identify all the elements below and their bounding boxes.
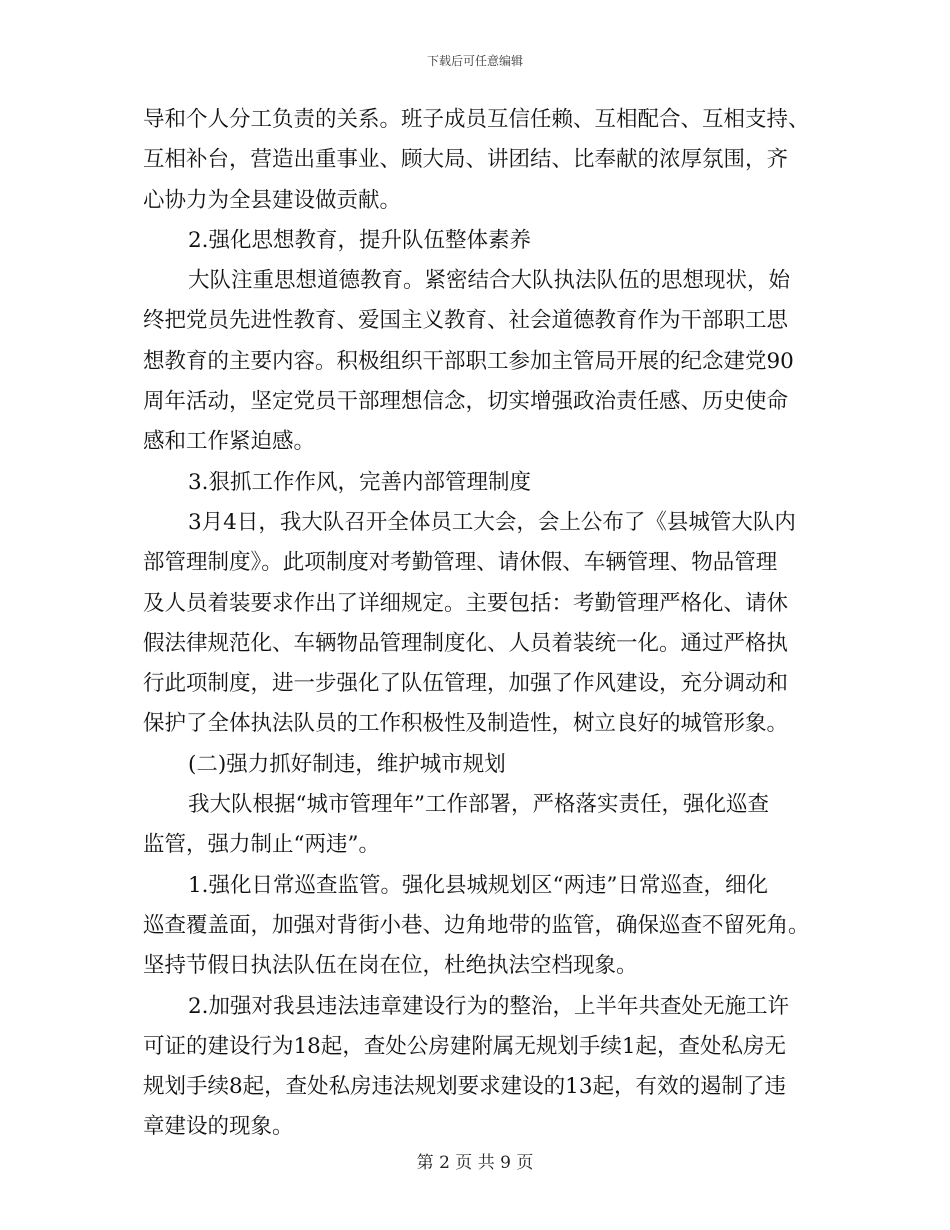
text-line: 2.加强对我县违法违章建设行为的整治，上半年共查处无施工许 <box>188 993 790 1019</box>
text-line: 保护了全体执法队员的工作积极性及制造性，树立良好的城管形象。 <box>143 711 789 737</box>
text-line: 行此项制度，进一步强化了队伍管理，加强了作风建设，充分调动和 <box>143 671 789 697</box>
text-line: 我大队根据“城市管理年”工作部署，严格落实责任，强化巡查 <box>188 792 769 818</box>
text-line: 大队注重思想道德教育。紧密结合大队执法队伍的思想现状，始 <box>188 268 791 294</box>
page-header: 下载后可任意编辑 <box>426 54 523 68</box>
text-line: 部管理制度》。此项制度对考勤管理、请休假、车辆管理、物品管理 <box>143 550 778 576</box>
text-line: 及人员着装要求作出了详细规定。主要包括：考勤管理严格化、请休 <box>143 590 789 616</box>
text-line: 监管，强力制止“两违”。 <box>143 832 380 858</box>
text-line: 章建设的现象。 <box>143 1114 294 1140</box>
document-body <box>143 100 811 1148</box>
text-line: 周年活动，坚定党员干部理想信念，切实增强政治责任感、历史使命 <box>143 389 789 415</box>
text-line: 假法律规范化、车辆物品管理制度化、人员着装统一化。通过严格执 <box>143 630 789 656</box>
text-line: 规划手续8起，查处私房违法规划要求建设的13起，有效的遏制了违 <box>143 1074 787 1100</box>
text-line: (二)强力抓好制违，维护城市规划 <box>188 751 506 777</box>
text-line: 感和工作紧迫感。 <box>143 429 316 455</box>
text-line: 可证的建设行为18起，查处公房建附属无规划手续1起，查处私房无 <box>143 1033 787 1059</box>
text-line: 巡查覆盖面，加强对背街小巷、边角地带的监管，确保巡查不留死角。 <box>143 912 810 938</box>
text-line: 1.强化日常巡查监管。强化县城规划区“两违”日常巡查，细化 <box>188 872 768 898</box>
text-line: 3.狠抓工作作风，完善内部管理制度 <box>188 469 532 495</box>
text-line: 导和个人分工负责的关系。班子成员互信任赖、互相配合、互相支持、 <box>143 107 810 132</box>
text-line: 坚持节假日执法队伍在岗在位，杜绝执法空档现象。 <box>143 953 638 979</box>
text-line: 2.强化思想教育，提升队伍整体素养 <box>188 227 532 253</box>
text-line: 终把党员先进性教育、爱国主义教育、社会道德教育作为干部职工思 <box>143 308 789 334</box>
text-line: 心协力为全县建设做贡献。 <box>143 187 402 213</box>
page-number: 第 2 页 共 9 页 <box>416 1153 534 1173</box>
text-line: 想教育的主要内容。积极组织干部职工参加主管局开展的纪念建党90 <box>143 348 794 374</box>
text-line: 3月4日，我大队召开全体员工大会，会上公布了《县城管大队内 <box>188 509 796 535</box>
text-line: 互相补台，营造出重事业、顾大局、讲团结、比奉献的浓厚氛围，齐 <box>143 147 789 173</box>
